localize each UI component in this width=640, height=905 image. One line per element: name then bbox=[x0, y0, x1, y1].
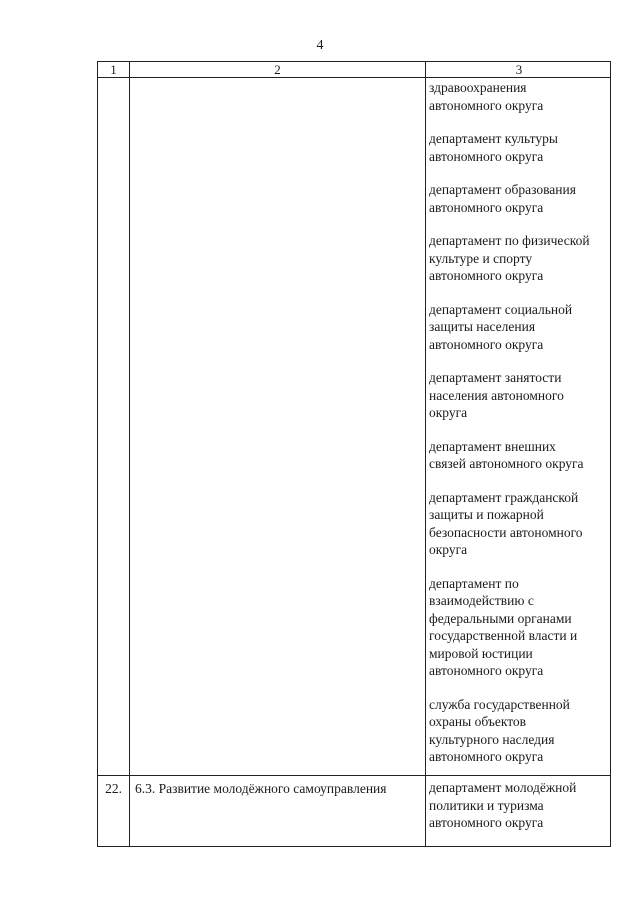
continued-executors-list bbox=[429, 79, 614, 766]
executor-entry: департамент образования автономного округа bbox=[429, 182, 576, 215]
row-number: 22. bbox=[105, 781, 122, 796]
executor-entry: здравоохранения автономного округа bbox=[429, 80, 544, 113]
page-number: 4 bbox=[316, 38, 324, 53]
header-divider bbox=[98, 77, 610, 78]
column-divider-2 bbox=[425, 62, 426, 846]
column-header-2: 2 bbox=[274, 62, 281, 77]
executor-entry: департамент по физической культуре и спорту автономного округа bbox=[429, 233, 590, 283]
executor-entry: департамент социальной защиты населения автономного округа bbox=[429, 301, 573, 352]
executor-entry: департамент внешних связей автономного округа bbox=[429, 438, 584, 471]
activity-name: 6.3. Развитие молодёжного самоуправления bbox=[135, 781, 387, 796]
column-divider-1 bbox=[129, 62, 130, 846]
executor-entry: департамент культуры автономного округа bbox=[429, 131, 558, 164]
executor-entry: департамент занятости населения автономного округа bbox=[429, 370, 564, 420]
column-header-1: 1 bbox=[110, 62, 117, 77]
executor-entry: департамент гражданской защиты и пожарной безопасности автономного округа bbox=[429, 489, 583, 557]
row-executor: департамент молодёжной политики и туризма автономного округа bbox=[429, 780, 577, 830]
executor-entry: служба государственной охраны объектов культурного наследия автономного округа bbox=[429, 696, 570, 764]
column-header-3: 3 bbox=[515, 62, 523, 77]
responsibility-table bbox=[97, 61, 611, 847]
executor-entry: департамент по взаимодействию с федеральными органами государственной власти и мировой юстиции автономного округа bbox=[429, 575, 578, 678]
row-divider-22 bbox=[98, 775, 610, 776]
